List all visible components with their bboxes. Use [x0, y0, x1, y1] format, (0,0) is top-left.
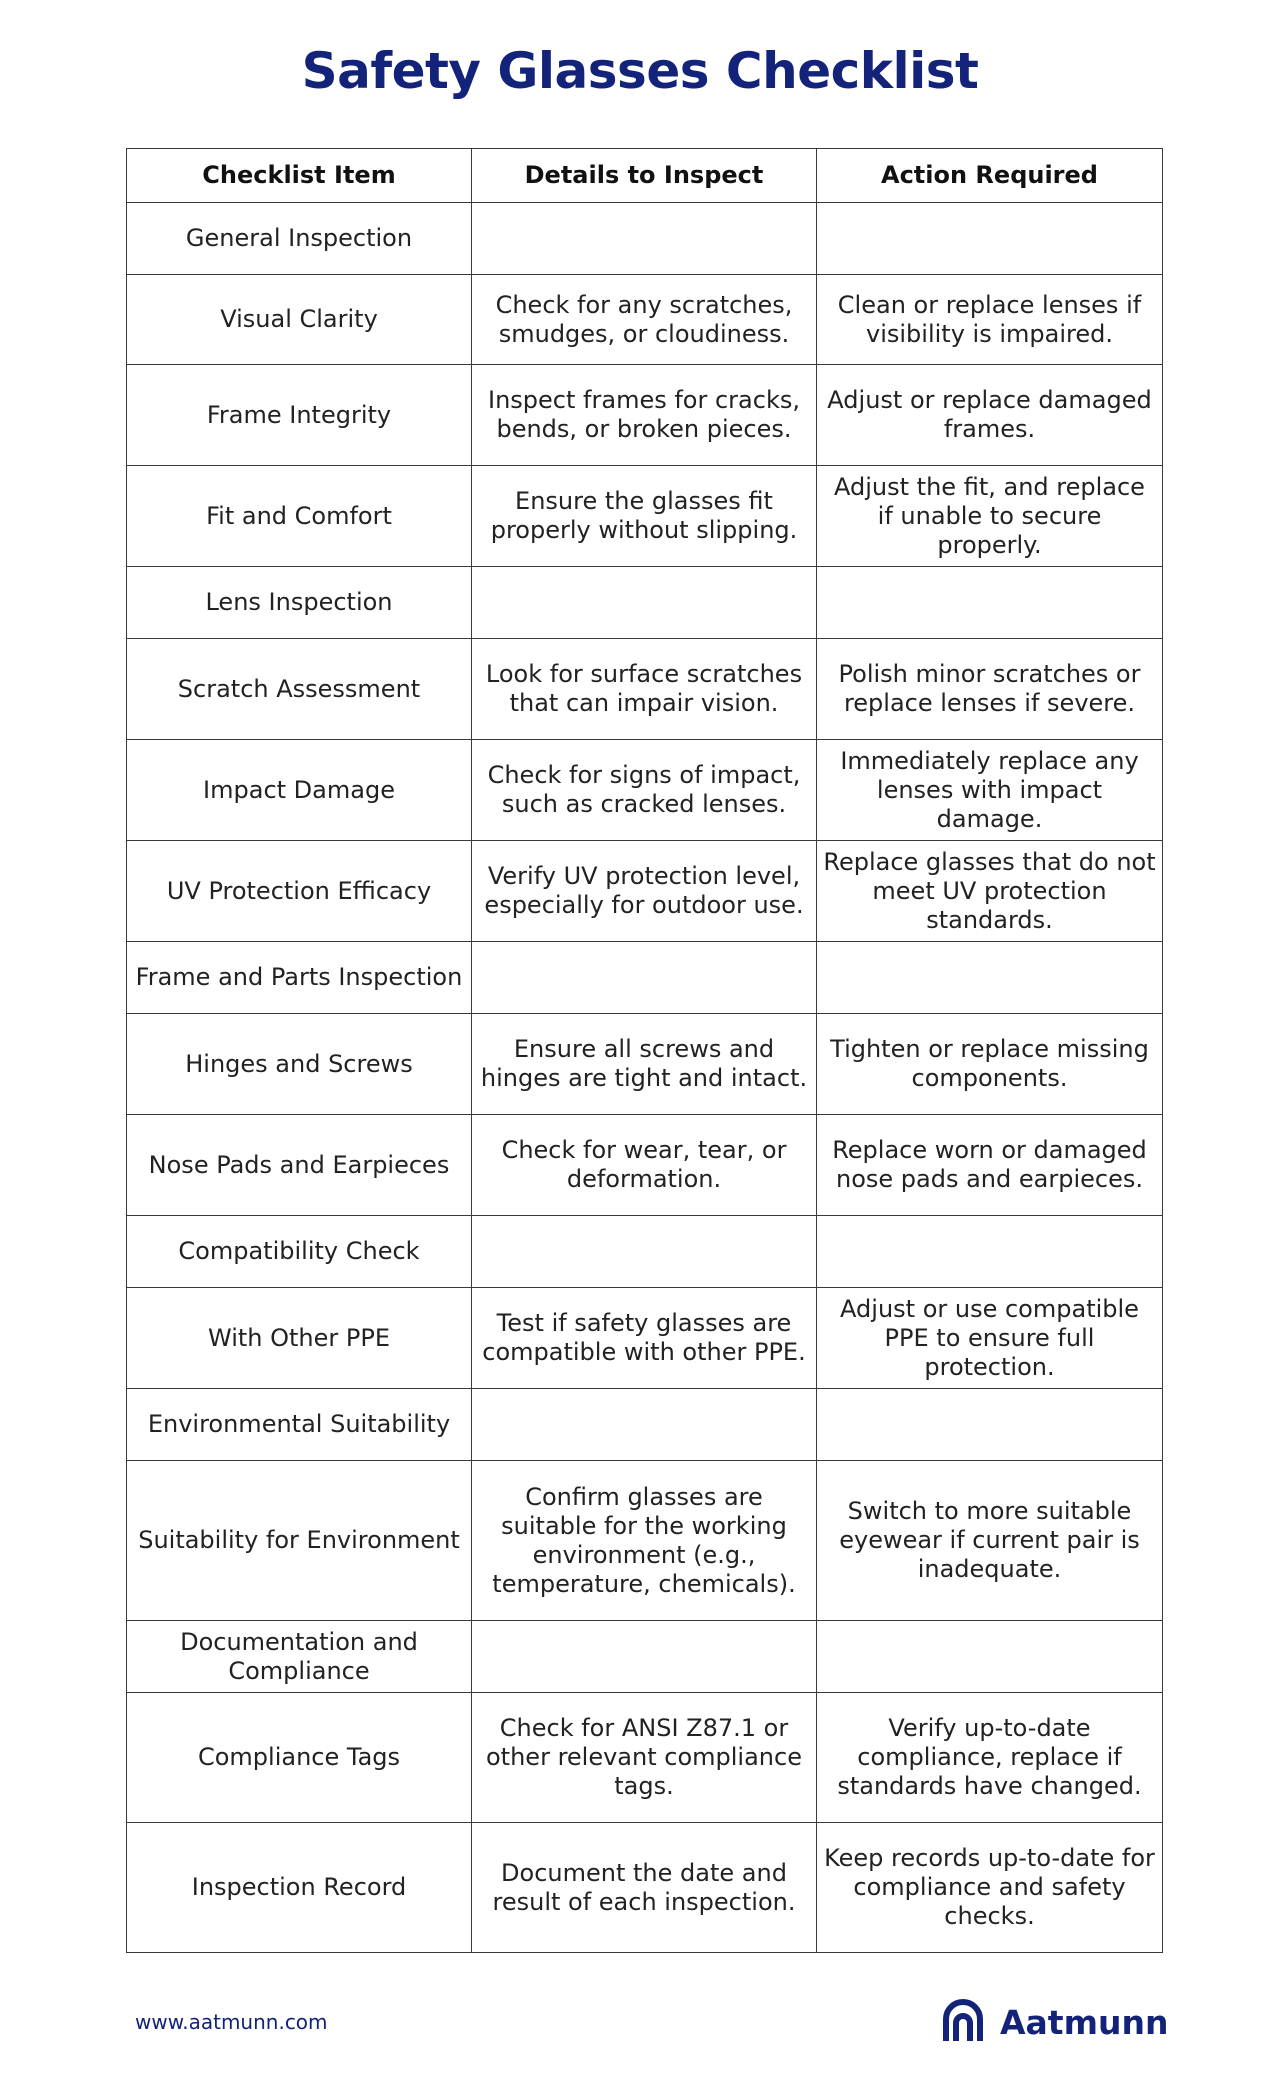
header-details: Details to Inspect [472, 149, 817, 203]
item-cell: Frame Integrity [127, 365, 472, 466]
item-cell: With Other PPE [127, 1288, 472, 1389]
details-cell: Ensure all screws and hinges are tight and intact. [472, 1014, 817, 1115]
item-cell: Compliance Tags [127, 1693, 472, 1823]
details-cell: Verify UV protection level, especially for outdoor use. [472, 841, 817, 942]
page-title: Safety Glasses Checklist [301, 42, 979, 100]
details-cell: Check for wear, tear, or deformation. [472, 1115, 817, 1216]
action-cell: Keep records up-to-date for compliance and safety checks. [817, 1823, 1163, 1953]
details-cell: Check for ANSI Z87.1 or other relevant compliance tags. [472, 1693, 817, 1823]
table-row [127, 639, 1163, 740]
action-cell [817, 1216, 1163, 1288]
action-cell [817, 1389, 1163, 1461]
action-cell [817, 942, 1163, 1014]
action-cell [817, 203, 1163, 275]
details-cell [472, 1216, 817, 1288]
section-row [127, 1621, 1163, 1693]
aatmunn-logo-icon [940, 1999, 986, 2045]
action-cell [817, 1621, 1163, 1693]
action-cell: Replace glasses that do not meet UV protection standards. [817, 841, 1163, 942]
action-cell [817, 567, 1163, 639]
table-row [127, 841, 1163, 942]
action-cell: Clean or replace lenses if visibility is impaired. [817, 275, 1163, 365]
details-cell: Document the date and result of each inspection. [472, 1823, 817, 1953]
details-cell [472, 1389, 817, 1461]
action-cell: Adjust or replace damaged frames. [817, 365, 1163, 466]
item-cell: Hinges and Screws [127, 1014, 472, 1115]
item-cell: UV Protection Efficacy [127, 841, 472, 942]
section-row [127, 203, 1163, 275]
table-row [127, 275, 1163, 365]
section-row [127, 1389, 1163, 1461]
details-cell: Ensure the glasses fit properly without slipping. [472, 466, 817, 567]
header-checklist-item: Checklist Item [127, 149, 472, 203]
brand-name: Aatmunn [1000, 2002, 1169, 2042]
details-cell [472, 203, 817, 275]
checklist-table [126, 148, 1163, 1953]
action-cell: Verify up-to-date compliance, replace if standards have changed. [817, 1693, 1163, 1823]
details-cell: Check for any scratches, smudges, or cloudiness. [472, 275, 817, 365]
details-cell: Check for signs of impact, such as cracked lenses. [472, 740, 817, 841]
item-cell: Inspection Record [127, 1823, 472, 1953]
table-row [127, 1461, 1163, 1621]
table-row [127, 740, 1163, 841]
table-header-row [127, 149, 1163, 203]
details-cell: Confirm glasses are suitable for the working environment (e.g., temperature, chemicals). [472, 1461, 817, 1621]
section-row [127, 942, 1163, 1014]
table-row [127, 1115, 1163, 1216]
action-cell: Adjust or use compatible PPE to ensure full protection. [817, 1288, 1163, 1389]
footer-url[interactable]: www.aatmunn.com [135, 2010, 328, 2034]
item-cell: Documentation and Compliance [127, 1621, 472, 1693]
item-cell: Visual Clarity [127, 275, 472, 365]
item-cell: Suitability for Environment [127, 1461, 472, 1621]
table-row [127, 365, 1163, 466]
item-cell: General Inspection [127, 203, 472, 275]
table-row [127, 1014, 1163, 1115]
action-cell: Immediately replace any lenses with impact damage. [817, 740, 1163, 841]
item-cell: Fit and Comfort [127, 466, 472, 567]
table-row [127, 1823, 1163, 1953]
brand [940, 1998, 1168, 2046]
table-row [127, 466, 1163, 567]
details-cell: Inspect frames for cracks, bends, or broken pieces. [472, 365, 817, 466]
details-cell [472, 1621, 817, 1693]
header-action: Action Required [817, 149, 1163, 203]
details-cell [472, 942, 817, 1014]
action-cell: Switch to more suitable eyewear if current pair is inadequate. [817, 1461, 1163, 1621]
item-cell: Compatibility Check [127, 1216, 472, 1288]
details-cell: Look for surface scratches that can impair vision. [472, 639, 817, 740]
item-cell: Lens Inspection [127, 567, 472, 639]
item-cell: Nose Pads and Earpieces [127, 1115, 472, 1216]
section-row [127, 567, 1163, 639]
action-cell: Polish minor scratches or replace lenses if severe. [817, 639, 1163, 740]
item-cell: Scratch Assessment [127, 639, 472, 740]
action-cell: Tighten or replace missing components. [817, 1014, 1163, 1115]
details-cell [472, 567, 817, 639]
action-cell: Adjust the fit, and replace if unable to secure properly. [817, 466, 1163, 567]
item-cell: Frame and Parts Inspection [127, 942, 472, 1014]
table-row [127, 1288, 1163, 1389]
section-row [127, 1216, 1163, 1288]
action-cell: Replace worn or damaged nose pads and earpieces. [817, 1115, 1163, 1216]
item-cell: Environmental Suitability [127, 1389, 472, 1461]
details-cell: Test if safety glasses are compatible with other PPE. [472, 1288, 817, 1389]
item-cell: Impact Damage [127, 740, 472, 841]
table-row [127, 1693, 1163, 1823]
